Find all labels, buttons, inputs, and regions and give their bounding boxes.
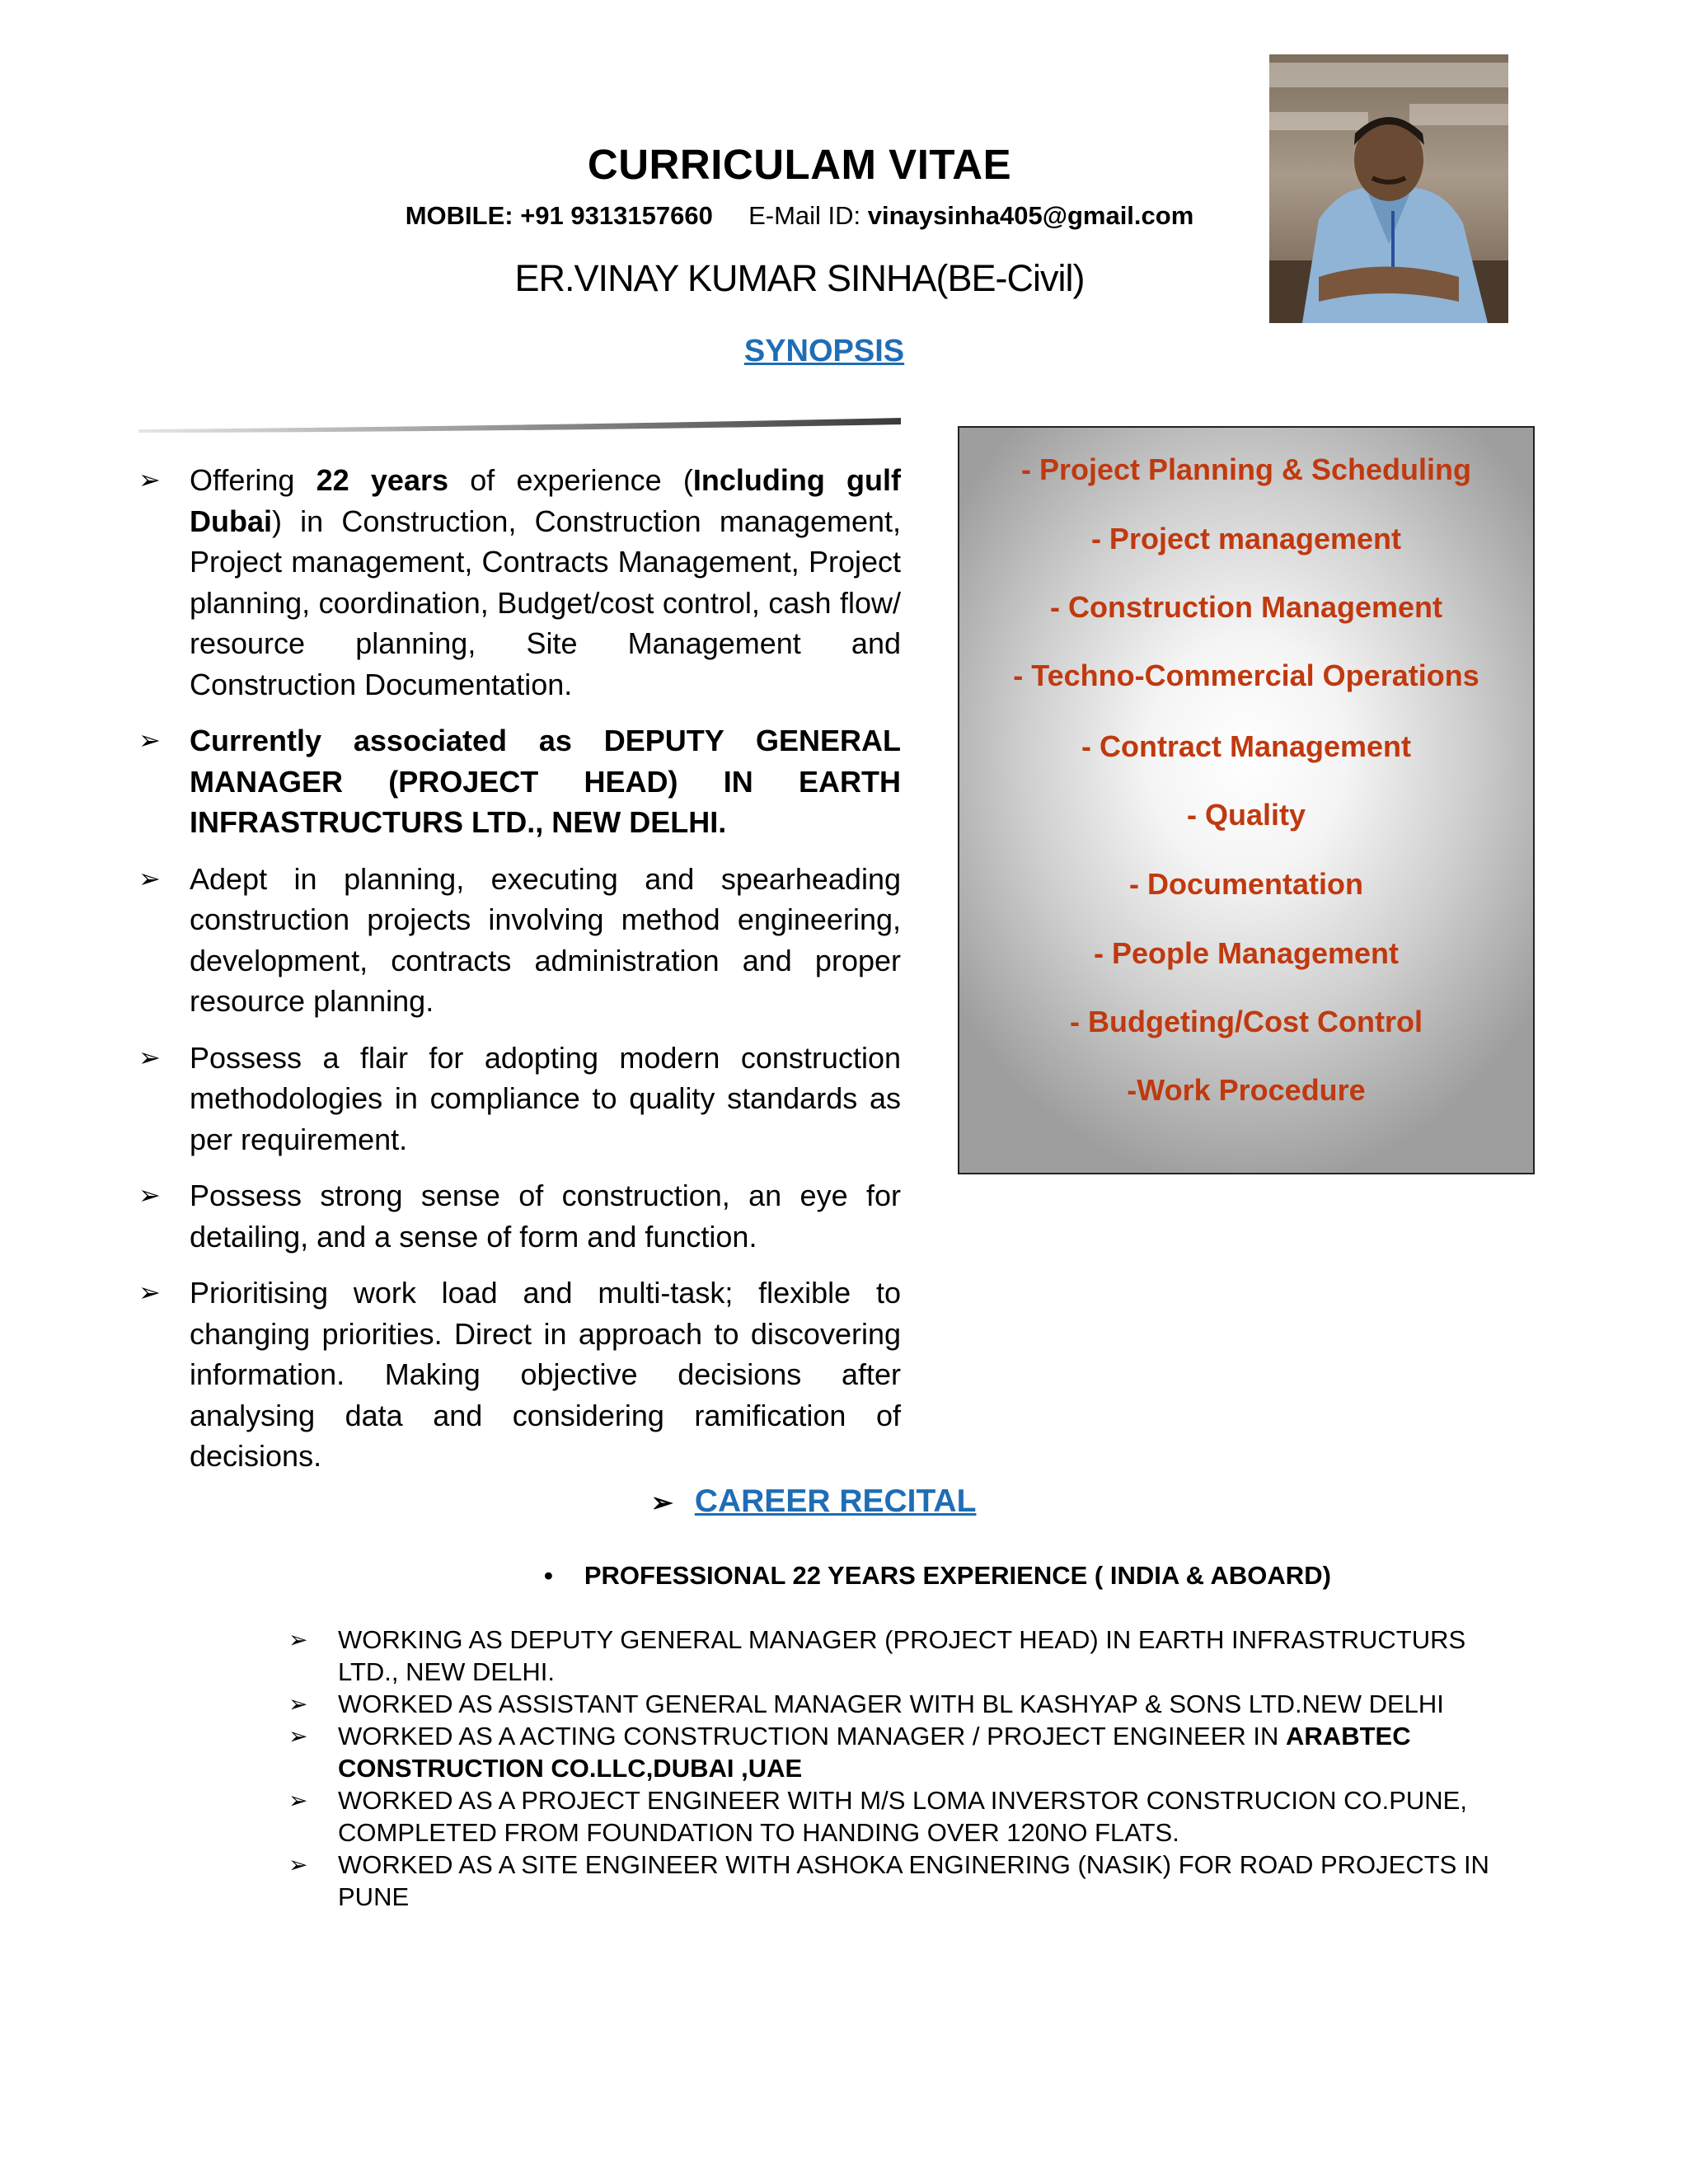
skill-item: - Contract Management [1081,729,1412,763]
arrow-bullet-icon: ➢ [138,863,161,893]
skill-item: -Work Procedure [1127,1073,1366,1107]
career-recital-heading: ➢ CAREER RECITAL [651,1483,977,1519]
candidate-name: ER.VINAY KUMAR SINHA(BE-Civil) [514,257,1085,299]
list-item: ➢ Possess strong sense of construction, an eye for detailing, and a sense of form and function. [138,1175,901,1257]
list-item: ➢ Offering 22 years of experience (Including gulf Dubai) in Construction, Construction management, Project management, Contracts Management, Project planning, coordination, Budget/cost control, cash flow/ resource planning, Site Management and Construction Documentation. [138,460,901,705]
career-list [288,1624,1508,1913]
skill-item: - Techno-Commercial Operations [1013,658,1479,692]
synopsis-list [138,460,901,1493]
contact-line [330,201,1269,231]
arrow-bullet-icon: ➢ [138,1180,161,1210]
arrow-bullet-icon: ➢ [288,1691,308,1717]
skill-item: - Project management [1090,522,1402,555]
list-item: ➢ WORKING AS DEPUTY GENERAL MANAGER (PROJECT HEAD) IN EARTH INFRASTRUCTURS LTD., NEW DELHI. [288,1625,1466,1686]
profile-photo-image [1269,54,1508,323]
experience-summary: • PROFESSIONAL 22 YEARS EXPERIENCE ( INDIA & ABOARD) [544,1561,1331,1590]
synopsis-heading: SYNOPSIS [743,334,905,368]
skill-item: - People Management [1093,936,1400,970]
skill-item: - Project Planning & Scheduling [1020,452,1472,486]
arrow-bullet-icon: ➢ [288,1852,308,1877]
mobile-number: MOBILE: +91 9313157660 [405,201,713,230]
arrow-bullet-icon: ➢ [288,1788,308,1813]
skills-box [958,426,1535,1174]
list-item: ➢ Possess a flair for adopting modern construction methodologies in compliance to quality standards as per requirement. [138,1038,901,1160]
list-item: ➢ Adept in planning, executing and spearheading construction projects involving method engineering, development, contracts administration and proper resource planning. [138,859,901,1022]
page-title: CURRICULAM VITAE [587,141,1012,188]
list-item: ➢ WORKED AS A PROJECT ENGINEER WITH M/S LOMA INVERSTOR CONSTRUCION CO.PUNE, COMPLETED FROM FOUNDATION TO HANDING OVER 120NO FLATS. [288,1786,1467,1847]
list-item: ➢ WORKED AS ASSISTANT GENERAL MANAGER WITH BL KASHYAP & SONS LTD.NEW DELHI [288,1690,1444,1718]
arrow-bullet-icon: ➢ [651,1488,673,1517]
skill-item: - Construction Management [1049,590,1442,624]
profile-photo [1269,54,1508,323]
email-label: E-Mail ID: [748,201,861,230]
arrow-bullet-icon: ➢ [138,1277,161,1307]
arrow-bullet-icon: ➢ [138,1042,161,1072]
email-address[interactable]: vinaysinha405@gmail.com [867,201,1194,230]
arrow-bullet-icon: ➢ [138,725,161,755]
arrow-bullet-icon: ➢ [288,1627,308,1652]
list-item: ➢ Currently associated as DEPUTY GENERAL MANAGER (PROJECT HEAD) IN EARTH INFRASTRUCTURS LTD., NEW DELHI. [138,720,901,843]
arrow-bullet-icon: ➢ [288,1723,308,1749]
skill-item: - Quality [1186,798,1306,832]
list-item: ➢ Prioritising work load and multi-task; flexible to changing priorities. Direct in approach to discovering information. Making objective decisions after analysing data and considering ramification of decisions. [138,1272,901,1477]
dot-bullet-icon: • [544,1561,553,1590]
list-item: ➢ WORKED AS A SITE ENGINEER WITH ASHOKA ENGINERING (NASIK) FOR ROAD PROJECTS IN PUNE [288,1850,1489,1911]
arrow-bullet-icon: ➢ [138,465,161,494]
section-divider [138,418,901,433]
list-item: ➢ WORKED AS A ACTING CONSTRUCTION MANAGER / PROJECT ENGINEER IN ARABTEC CONSTRUCTION CO.LLC,DUBAI ,UAE [288,1722,1411,1783]
skill-item: - Documentation [1129,867,1363,901]
skill-item: - Budgeting/Cost Control [1070,1005,1423,1038]
